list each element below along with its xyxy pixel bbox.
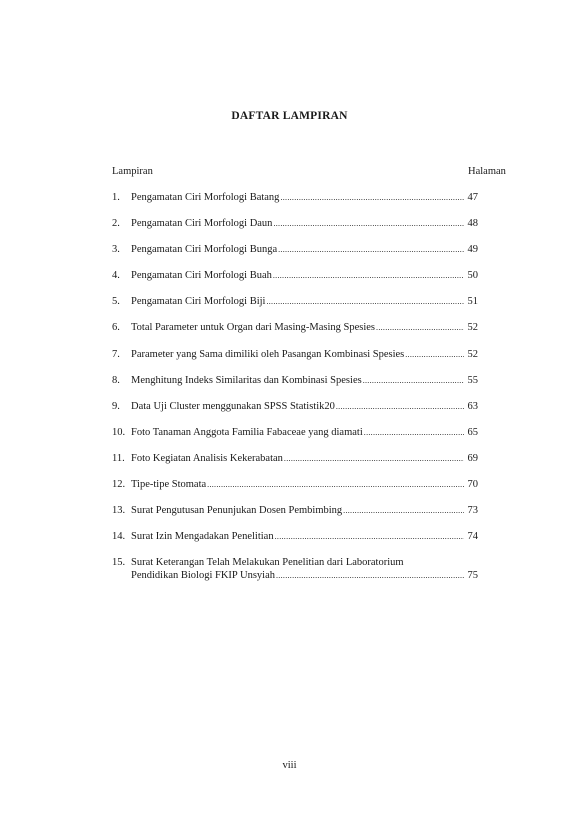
dot-leader bbox=[343, 504, 464, 517]
item-page: 70 bbox=[467, 479, 478, 491]
item-title: Total Parameter untuk Organ dari Masing-Masing Spesies bbox=[131, 322, 376, 334]
item-page: 51 bbox=[467, 296, 478, 308]
list-item bbox=[112, 321, 478, 347]
dot-leader bbox=[363, 374, 464, 387]
item-page: 63 bbox=[467, 400, 478, 412]
column-header-halaman: Halaman bbox=[468, 166, 506, 177]
item-title: Parameter yang Sama dimiliki oleh Pasangan Kombinasi Spesies bbox=[131, 348, 405, 360]
item-title: Foto Tanaman Anggota Familia Fabaceae yang diamati bbox=[131, 426, 363, 438]
item-title: Pengamatan Ciri Morfologi Buah bbox=[131, 270, 272, 282]
item-number: 7. bbox=[112, 348, 120, 360]
item-page: 75 bbox=[467, 570, 478, 582]
item-title: Menghitung Indeks Similaritas dan Kombinasi Spesies bbox=[131, 374, 362, 386]
item-title: Pengamatan Ciri Morfologi Daun bbox=[131, 218, 273, 230]
dot-leader bbox=[276, 569, 464, 582]
item-page: 65 bbox=[467, 426, 478, 438]
item-number: 6. bbox=[112, 322, 120, 334]
list-item bbox=[112, 426, 478, 452]
appendix-list bbox=[112, 191, 478, 596]
item-title: Tipe-tipe Stomata bbox=[131, 479, 207, 491]
item-title: Surat Izin Mengadakan Penelitian bbox=[131, 531, 274, 543]
list-item bbox=[112, 348, 478, 374]
list-item bbox=[112, 478, 478, 504]
dot-leader bbox=[405, 348, 464, 361]
list-item bbox=[112, 374, 478, 400]
dot-leader bbox=[280, 191, 464, 204]
dot-leader bbox=[364, 426, 464, 439]
page-number: viii bbox=[282, 760, 297, 771]
item-number: 4. bbox=[112, 270, 120, 282]
item-title: Pengamatan Ciri Morfologi Biji bbox=[131, 296, 266, 308]
item-page: 49 bbox=[467, 244, 478, 256]
item-title: Foto Kegiatan Analisis Kekerabatan bbox=[131, 452, 283, 464]
list-item bbox=[112, 556, 478, 596]
dot-leader bbox=[278, 243, 464, 256]
list-item bbox=[112, 269, 478, 295]
list-item bbox=[112, 191, 478, 217]
item-page: 52 bbox=[467, 348, 478, 360]
item-number: 3. bbox=[112, 244, 120, 256]
item-page: 48 bbox=[467, 218, 478, 230]
item-page: 47 bbox=[467, 192, 478, 203]
item-page: 52 bbox=[467, 322, 478, 334]
item-number: 11. bbox=[112, 452, 125, 464]
list-item bbox=[112, 295, 478, 321]
list-item bbox=[112, 504, 478, 530]
list-item bbox=[112, 217, 478, 243]
item-page: 50 bbox=[467, 270, 478, 282]
item-number: 12. bbox=[112, 479, 126, 491]
dot-leader bbox=[336, 400, 464, 413]
column-header-lampiran: Lampiran bbox=[112, 166, 153, 177]
item-number: 15. bbox=[112, 557, 126, 569]
dot-leader bbox=[273, 269, 464, 282]
item-page: 73 bbox=[467, 505, 478, 517]
list-item bbox=[112, 530, 478, 556]
dot-leader bbox=[266, 295, 464, 308]
item-number: 9. bbox=[112, 400, 120, 412]
item-page: 69 bbox=[467, 452, 478, 464]
list-item bbox=[112, 452, 478, 478]
dot-leader bbox=[275, 530, 464, 543]
item-number: 5. bbox=[112, 296, 120, 308]
item-number: 1. bbox=[112, 192, 120, 203]
item-number: 10. bbox=[112, 426, 126, 438]
dot-leader bbox=[273, 217, 464, 230]
item-title-continued: Pendidikan Biologi FKIP Unsyiah bbox=[131, 570, 275, 582]
item-title: Pengamatan Ciri Morfologi Bunga bbox=[131, 244, 278, 256]
dot-leader bbox=[376, 321, 464, 334]
dot-leader bbox=[207, 478, 464, 491]
item-title: Surat Pengutusan Penunjukan Dosen Pembimbing bbox=[131, 505, 343, 517]
item-number: 14. bbox=[112, 531, 126, 543]
item-title: Surat Keterangan Telah Melakukan Penelitian dari Laboratorium bbox=[131, 557, 404, 569]
item-page: 74 bbox=[467, 531, 478, 543]
item-page: 55 bbox=[467, 374, 478, 386]
item-number: 2. bbox=[112, 218, 120, 230]
page-title: DAFTAR LAMPIRAN bbox=[231, 110, 348, 122]
item-number: 13. bbox=[112, 505, 126, 517]
list-item bbox=[112, 400, 478, 426]
dot-leader bbox=[284, 452, 464, 465]
item-number: 8. bbox=[112, 374, 120, 386]
item-title: Data Uji Cluster menggunakan SPSS Statistik20 bbox=[131, 400, 335, 412]
list-item bbox=[112, 243, 478, 269]
item-title: Pengamatan Ciri Morfologi Batang bbox=[131, 192, 280, 203]
